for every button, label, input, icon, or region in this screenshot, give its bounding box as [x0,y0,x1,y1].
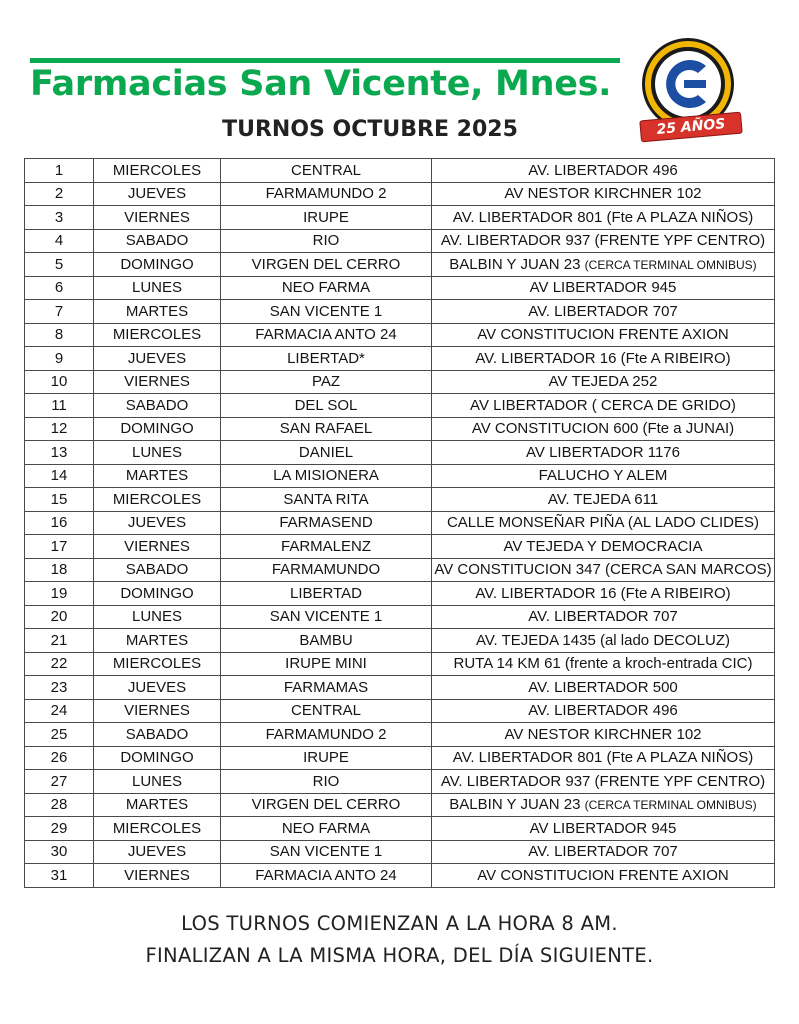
table-row [25,582,775,606]
day-number-cell: 1 [25,159,94,183]
pharmacy-name-cell: SAN RAFAEL [221,417,432,441]
weekday-cell: SABADO [94,723,221,747]
weekday-cell: LUNES [94,770,221,794]
day-number-cell: 22 [25,652,94,676]
pharmacy-name-cell: PAZ [221,370,432,394]
weekday-cell: JUEVES [94,511,221,535]
pharmacy-name-cell: SAN VICENTE 1 [221,605,432,629]
pharmacy-name-cell: VIRGEN DEL CERRO [221,253,432,277]
table-row [25,229,775,253]
schedule-body [25,159,775,888]
weekday-cell: VIERNES [94,699,221,723]
day-number-cell: 16 [25,511,94,535]
pharmacy-name-cell: FARMAMAS [221,676,432,700]
address-cell: AV. LIBERTADOR 937 (FRENTE YPF CENTRO) [432,229,775,253]
table-row [25,206,775,230]
address-cell: AV. LIBERTADOR 496 [432,159,775,183]
weekday-cell: DOMINGO [94,417,221,441]
weekday-cell: MIERCOLES [94,488,221,512]
table-row [25,605,775,629]
weekday-cell: MIERCOLES [94,159,221,183]
weekday-cell: VIERNES [94,370,221,394]
address-cell [432,253,775,277]
table-row [25,817,775,841]
pharmacy-name-cell: IRUPE [221,206,432,230]
day-number-cell: 10 [25,370,94,394]
address-cell: FALUCHO Y ALEM [432,464,775,488]
pharmacy-name-cell: FARMAMUNDO 2 [221,182,432,206]
weekday-cell: SABADO [94,229,221,253]
table-row [25,394,775,418]
pharmacy-name-cell: RIO [221,229,432,253]
pharmacy-name-cell: DANIEL [221,441,432,465]
pharmacy-name-cell: LA MISIONERA [221,464,432,488]
table-row [25,253,775,277]
day-number-cell: 9 [25,347,94,371]
weekday-cell: MARTES [94,629,221,653]
pharmacy-name-cell: FARMAMUNDO 2 [221,723,432,747]
weekday-cell: MARTES [94,464,221,488]
table-row [25,770,775,794]
address-note: (CERCA TERMINAL OMNIBUS) [584,257,757,272]
table-row [25,347,775,371]
address-cell: RUTA 14 KM 61 (frente a kroch-entrada CIC) [432,652,775,676]
table-row [25,746,775,770]
day-number-cell: 19 [25,582,94,606]
weekday-cell: DOMINGO [94,253,221,277]
address-cell: AV. LIBERTADOR 16 (Fte A RIBEIRO) [432,582,775,606]
day-number-cell: 23 [25,676,94,700]
weekday-cell: JUEVES [94,676,221,700]
table-row [25,511,775,535]
day-number-cell: 29 [25,817,94,841]
address-cell: AV TEJEDA Y DEMOCRACIA [432,535,775,559]
day-number-cell: 3 [25,206,94,230]
weekday-cell: LUNES [94,276,221,300]
footer-line-start: LOS TURNOS COMIENZAN A LA HORA 8 AM. [181,912,618,935]
pharmacy-name-cell: FARMALENZ [221,535,432,559]
table-row [25,464,775,488]
table-row [25,441,775,465]
table-row [25,864,775,888]
table-row [25,558,775,582]
address-cell: AV CONSTITUCION 600 (Fte a JUNAI) [432,417,775,441]
weekday-cell: LUNES [94,605,221,629]
table-row [25,629,775,653]
weekday-cell: MARTES [94,300,221,324]
weekday-cell: DOMINGO [94,746,221,770]
day-number-cell: 12 [25,417,94,441]
table-row [25,300,775,324]
address-cell: AV. LIBERTADOR 707 [432,840,775,864]
table-row [25,840,775,864]
pharmacy-name-cell: FARMASEND [221,511,432,535]
weekday-cell: JUEVES [94,347,221,371]
weekday-cell: MARTES [94,793,221,817]
weekday-cell: VIERNES [94,535,221,559]
table-row [25,276,775,300]
day-number-cell: 8 [25,323,94,347]
address-text: BALBIN Y JUAN 23 [449,796,585,814]
pharmacy-name-cell: FARMAMUNDO [221,558,432,582]
weekday-cell: DOMINGO [94,582,221,606]
address-cell: AV. LIBERTADOR 937 (FRENTE YPF CENTRO) [432,770,775,794]
address-cell: AV. LIBERTADOR 707 [432,300,775,324]
weekday-cell: MIERCOLES [94,817,221,841]
table-row [25,182,775,206]
address-cell: AV CONSTITUCION FRENTE AXION [432,323,775,347]
day-number-cell: 31 [25,864,94,888]
address-text: BALBIN Y JUAN 23 [449,255,585,273]
day-number-cell: 21 [25,629,94,653]
weekday-cell: LUNES [94,441,221,465]
address-cell: AV. LIBERTADOR 801 (Fte A PLAZA NIÑOS) [432,206,775,230]
table-row [25,417,775,441]
address-cell: AV. LIBERTADOR 500 [432,676,775,700]
day-number-cell: 26 [25,746,94,770]
day-number-cell: 5 [25,253,94,277]
day-number-cell: 13 [25,441,94,465]
weekday-cell: SABADO [94,558,221,582]
address-note: (CERCA TERMINAL OMNIBUS) [584,798,757,813]
day-number-cell: 6 [25,276,94,300]
pharmacy-name-cell: FARMACIA ANTO 24 [221,323,432,347]
table-row [25,323,775,347]
day-number-cell: 11 [25,394,94,418]
pharmacy-name-cell: LIBERTAD* [221,347,432,371]
pharmacy-name-cell: CENTRAL [221,159,432,183]
address-cell [432,793,775,817]
address-cell: AV CONSTITUCION 347 (CERCA SAN MARCOS) [432,558,775,582]
table-row [25,723,775,747]
table-row [25,676,775,700]
address-cell: AV TEJEDA 252 [432,370,775,394]
day-number-cell: 20 [25,605,94,629]
footer-line-end: FINALIZAN A LA MISMA HORA, DEL DÍA SIGUIENTE. [145,944,654,967]
address-cell: AV. LIBERTADOR 707 [432,605,775,629]
address-cell: AV. TEJEDA 611 [432,488,775,512]
pharmacy-name-cell: SAN VICENTE 1 [221,300,432,324]
pharmacy-name-cell: VIRGEN DEL CERRO [221,793,432,817]
weekday-cell: MIERCOLES [94,652,221,676]
day-number-cell: 14 [25,464,94,488]
address-cell: AV. LIBERTADOR 496 [432,699,775,723]
address-cell: AV. LIBERTADOR 16 (Fte A RIBEIRO) [432,347,775,371]
address-cell: AV LIBERTADOR 945 [432,276,775,300]
weekday-cell: JUEVES [94,840,221,864]
table-row [25,652,775,676]
pharmacy-name-cell: NEO FARMA [221,817,432,841]
pharmacy-name-cell: LIBERTAD [221,582,432,606]
pharmacy-name-cell: IRUPE [221,746,432,770]
pharmacy-name-cell: SAN VICENTE 1 [221,840,432,864]
weekday-cell: VIERNES [94,206,221,230]
address-cell: AV. LIBERTADOR 801 (Fte A PLAZA NIÑOS) [432,746,775,770]
day-number-cell: 27 [25,770,94,794]
table-row [25,535,775,559]
day-number-cell: 24 [25,699,94,723]
pharmacy-name-cell: SANTA RITA [221,488,432,512]
table-row [25,699,775,723]
address-cell: AV LIBERTADOR 1176 [432,441,775,465]
day-number-cell: 2 [25,182,94,206]
day-number-cell: 4 [25,229,94,253]
weekday-cell: SABADO [94,394,221,418]
day-number-cell: 17 [25,535,94,559]
table-row [25,159,775,183]
address-cell: AV LIBERTADOR 945 [432,817,775,841]
address-cell: AV CONSTITUCION FRENTE AXION [432,864,775,888]
pharmacy-name-cell: IRUPE MINI [221,652,432,676]
schedule-table [24,158,775,888]
pharmacy-name-cell: DEL SOL [221,394,432,418]
table-row [25,488,775,512]
table-row [25,370,775,394]
weekday-cell: VIERNES [94,864,221,888]
address-cell: AV NESTOR KIRCHNER 102 [432,723,775,747]
weekday-cell: MIERCOLES [94,323,221,347]
weekday-cell: JUEVES [94,182,221,206]
address-cell: CALLE MONSEÑAR PIÑA (AL LADO CLIDES) [432,511,775,535]
day-number-cell: 18 [25,558,94,582]
address-cell: AV. TEJEDA 1435 (al lado DECOLUZ) [432,629,775,653]
address-cell: AV NESTOR KIRCHNER 102 [432,182,775,206]
pharmacy-name-cell: FARMACIA ANTO 24 [221,864,432,888]
pharmacy-name-cell: NEO FARMA [221,276,432,300]
day-number-cell: 28 [25,793,94,817]
pharmacy-name-cell: RIO [221,770,432,794]
pharmacy-name-cell: CENTRAL [221,699,432,723]
page-title: Farmacias San Vicente, Mnes. [30,64,612,104]
day-number-cell: 15 [25,488,94,512]
day-number-cell: 25 [25,723,94,747]
address-cell: AV LIBERTADOR ( CERCA DE GRIDO) [432,394,775,418]
anniversary-badge: 25 AÑOS [639,112,743,143]
pharmacy-name-cell: BAMBU [221,629,432,653]
page-subtitle: TURNOS OCTUBRE 2025 [222,117,518,142]
day-number-cell: 30 [25,840,94,864]
day-number-cell: 7 [25,300,94,324]
table-row [25,793,775,817]
